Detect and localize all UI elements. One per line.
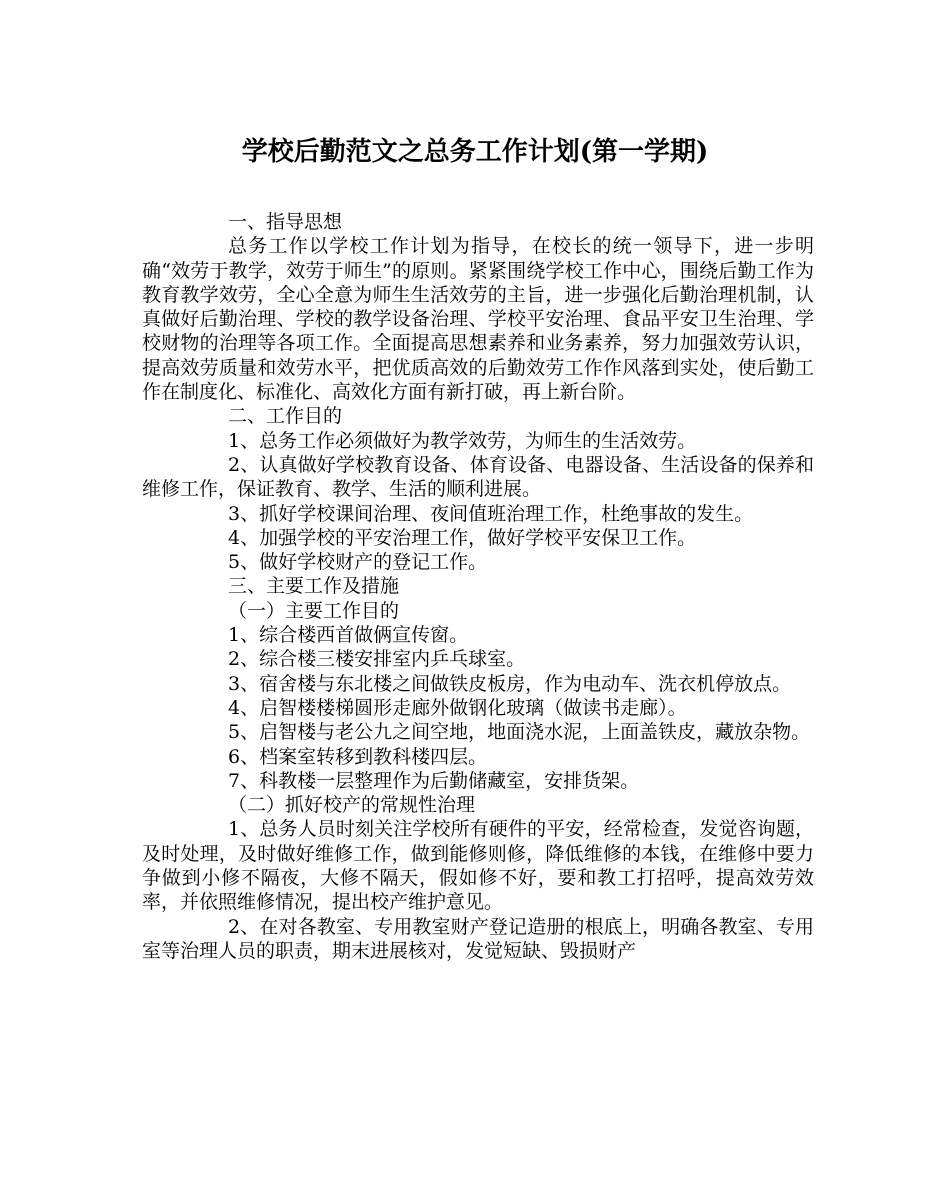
list-item: 2、认真做好学校教育设备、体育设备、电器设备、生活设备的保养和维修工作，保证教育、教学、生活的顺利进展。 xyxy=(142,453,814,501)
list-item: 2、综合楼三楼安排室内乒乓球室。 xyxy=(228,648,526,671)
list-item: 4、加强学校的平安治理工作，做好学校平安保卫工作。 xyxy=(228,526,697,549)
list-item: 7、科教楼一层整理作为后勤储藏室，安排货架。 xyxy=(228,769,640,792)
section-heading: 三、主要工作及措施 xyxy=(228,575,400,598)
document-body xyxy=(142,210,814,963)
document-title: 学校后勤范文之总务工作计划(第一学期) xyxy=(241,137,709,167)
section-heading: 一、指导思想 xyxy=(228,211,343,233)
paragraph: 总务工作以学校工作计划为指导，在校长的统一领导下，进一步明确“效劳于教学，效劳于师生”的原则。紧紧围绕学校工作中心，围绕后勤工作为教育教学效劳，全心全意为师生生活效劳的主旨，进一步强化后勤治理机制，认真做好后勤治理、学校的教学设备治理、学校平安治理、食品平安卫生治理、学校财物的治理等各项工作。全面提高思想素养和业务素养，努力加强效劳认识，提高效劳质量和效劳水平，把优质高效的后勤效劳工作作风落到实处，使后勤工作在制度化、标准化、高效化方面有新打破，再上新台阶。 xyxy=(142,235,814,404)
list-item: 6、档案室转移到教科楼四层。 xyxy=(228,745,488,768)
list-item: 3、抓好学校课间治理、夜间值班治理工作，杜绝事故的发生。 xyxy=(228,502,754,525)
list-item: 1、总务人员时刻关注学校所有硬件的平安，经常检查，发觉咨询题，及时处理，及时做好维修工作，做到能修则修，降低维修的本钱，在维修中要力争做到小修不隔夜，大修不隔天，假如修不好，要和教工打招呼，提高效劳效率，并依照维修情况，提出校产维护意见。 xyxy=(142,818,814,914)
section-heading: 二、工作目的 xyxy=(228,405,343,428)
list-item: 5、做好学校财产的登记工作。 xyxy=(228,551,488,574)
list-item: 2、在对各教室、专用教室财产登记造册的根底上，明确各教室、专用室等治理人员的职责，期末进展核对，发觉短缺、毁损财产 xyxy=(142,915,814,962)
list-item: 1、总务工作必须做好为教学效劳，为师生的生活效劳。 xyxy=(228,429,697,452)
subsection-heading: （一）主要工作目的 xyxy=(228,599,400,622)
list-item: 3、宿舍楼与东北楼之间做铁皮板房，作为电动车、洗衣机停放点。 xyxy=(228,672,792,695)
list-item: 4、启智楼楼梯圆形走廊外做钢化玻璃（做读书走廊）。 xyxy=(228,696,687,719)
list-item: 5、启智楼与老公九之间空地，地面浇水泥，上面盖铁皮，藏放杂物。 xyxy=(228,721,811,744)
list-item: 1、综合楼西首做俩宣传窗。 xyxy=(228,624,469,647)
subsection-heading: （二）抓好校产的常规性治理 xyxy=(228,794,476,817)
